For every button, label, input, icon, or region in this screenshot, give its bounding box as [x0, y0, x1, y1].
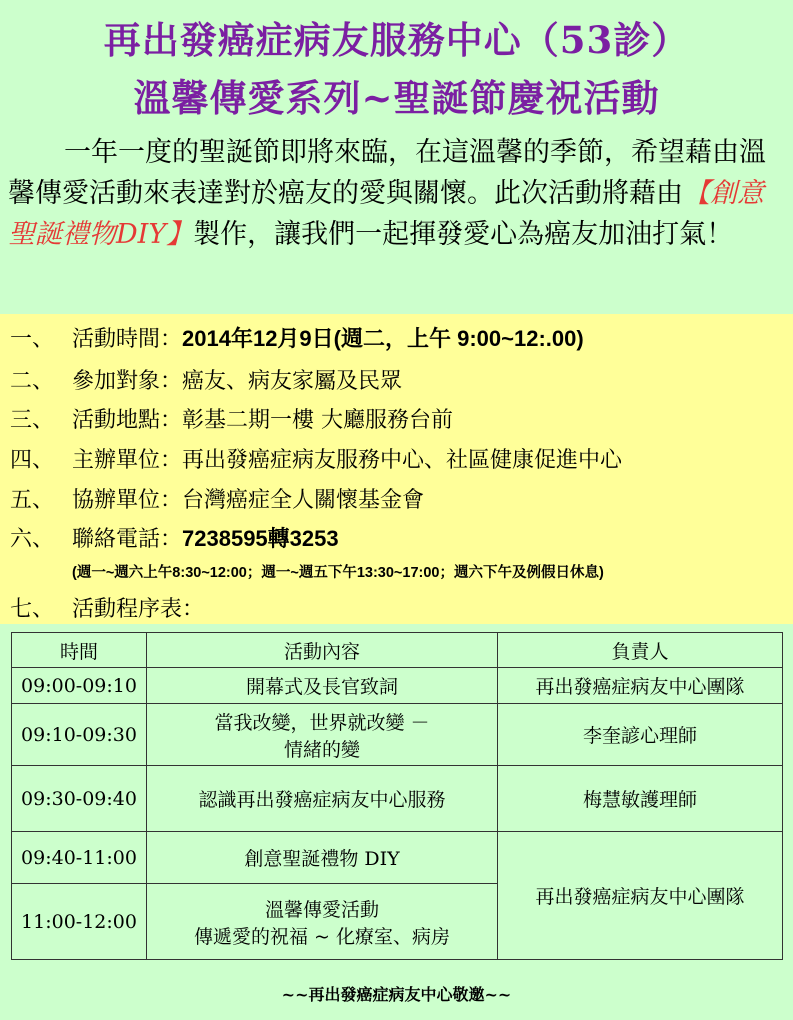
- header-person: 負責人: [498, 633, 783, 668]
- activity-line: 溫馨傳愛活動: [264, 898, 379, 921]
- intro-highlight: 【創意聖誕禮物DIY】: [8, 178, 764, 250]
- info-value: 7238595轉3253: [182, 526, 339, 551]
- table-row: [12, 832, 783, 884]
- cell-time: 09:10-09:30: [12, 704, 147, 766]
- cell-person: 再出發癌症病友中心團隊: [498, 668, 783, 704]
- cell-time: 09:40-11:00: [12, 832, 147, 884]
- cell-activity: 認識再出發癌症病友中心服務: [147, 766, 498, 832]
- activity-line: 傳遞愛的祝福 ~ 化療室、病房: [194, 925, 450, 948]
- info-num: 四、: [10, 448, 55, 473]
- cell-time: 09:00-09:10: [12, 668, 147, 704]
- table-row: [12, 668, 783, 704]
- cell-person: 再出發癌症病友中心團隊: [498, 832, 783, 960]
- cell-time: 09:30-09:40: [12, 766, 147, 832]
- cell-activity: [147, 704, 498, 766]
- info-value: 2014年12月9日(週二，上午 9:00~12:.00): [182, 326, 584, 351]
- info-label: 活動地點：: [72, 408, 183, 433]
- schedule-table: [11, 632, 783, 960]
- info-row-coorganizer: [10, 483, 424, 514]
- activity-line: 當我改變，世界就改變 －: [214, 711, 430, 734]
- intro-paragraph: [8, 132, 788, 255]
- phone-hours-note: (週一~週六上午8:30~12:00；週一~週五下午13:30~17:00；週六下午及例假日休息): [72, 565, 604, 581]
- info-num: 三、: [10, 408, 55, 433]
- footer-invitation: ~~再出發癌症病友中心敬邀~~: [281, 985, 512, 1004]
- info-value: 再出發癌症病友服務中心、社區健康促進中心: [182, 448, 623, 473]
- cell-activity: 開幕式及長官致詞: [147, 668, 498, 704]
- info-value: 彰基二期一樓 大廳服務台前: [182, 408, 454, 433]
- info-num: 二、: [10, 369, 55, 394]
- table-row: [12, 704, 783, 766]
- header-activity: 活動內容: [147, 633, 498, 668]
- info-row-audience: [10, 364, 402, 395]
- info-label: 參加對象：: [72, 369, 183, 394]
- info-row-time: [10, 322, 584, 353]
- cell-person: 梅慧敏護理師: [498, 766, 783, 832]
- table-header-row: [12, 633, 783, 668]
- info-row-location: [10, 403, 453, 434]
- page-subtitle: 溫馨傳愛系列~聖誕節慶祝活動: [133, 76, 660, 120]
- cell-activity: 創意聖誕禮物 DIY: [147, 832, 498, 884]
- info-num: 七、: [10, 597, 55, 622]
- info-label: 主辦單位：: [72, 448, 183, 473]
- info-value: 癌友、病友家屬及民眾: [182, 369, 403, 394]
- info-num: 六、: [10, 527, 55, 552]
- info-num: 一、: [10, 327, 55, 352]
- info-row-organizer: [10, 443, 622, 474]
- info-num: 五、: [10, 488, 55, 513]
- intro-text-before: 一年一度的聖誕節即將來臨，在這溫馨的季節，希望藉由溫馨傳愛活動來表達對於癌友的愛與關懷。此次活動將藉由: [8, 137, 766, 209]
- info-row-schedule: [10, 592, 204, 623]
- page-title: 再出發癌症病友服務中心（53診）: [103, 18, 690, 62]
- info-value: 台灣癌症全人關懷基金會: [182, 488, 425, 513]
- info-label: 活動程序表：: [72, 597, 205, 622]
- info-label: 聯絡電話：: [72, 527, 183, 552]
- intro-text-after: 製作，讓我們一起揮發愛心為癌友加油打氣！: [193, 219, 734, 250]
- table-row: [12, 766, 783, 832]
- info-label: 活動時間：: [72, 327, 183, 352]
- cell-activity: [147, 884, 498, 960]
- info-label: 協辦單位：: [72, 488, 183, 513]
- activity-line: 情緒的變: [283, 738, 360, 761]
- info-row-phone: [10, 522, 339, 553]
- cell-time: 11:00-12:00: [12, 884, 147, 960]
- cell-person: 李奎諺心理師: [498, 704, 783, 766]
- header-time: 時間: [12, 633, 147, 668]
